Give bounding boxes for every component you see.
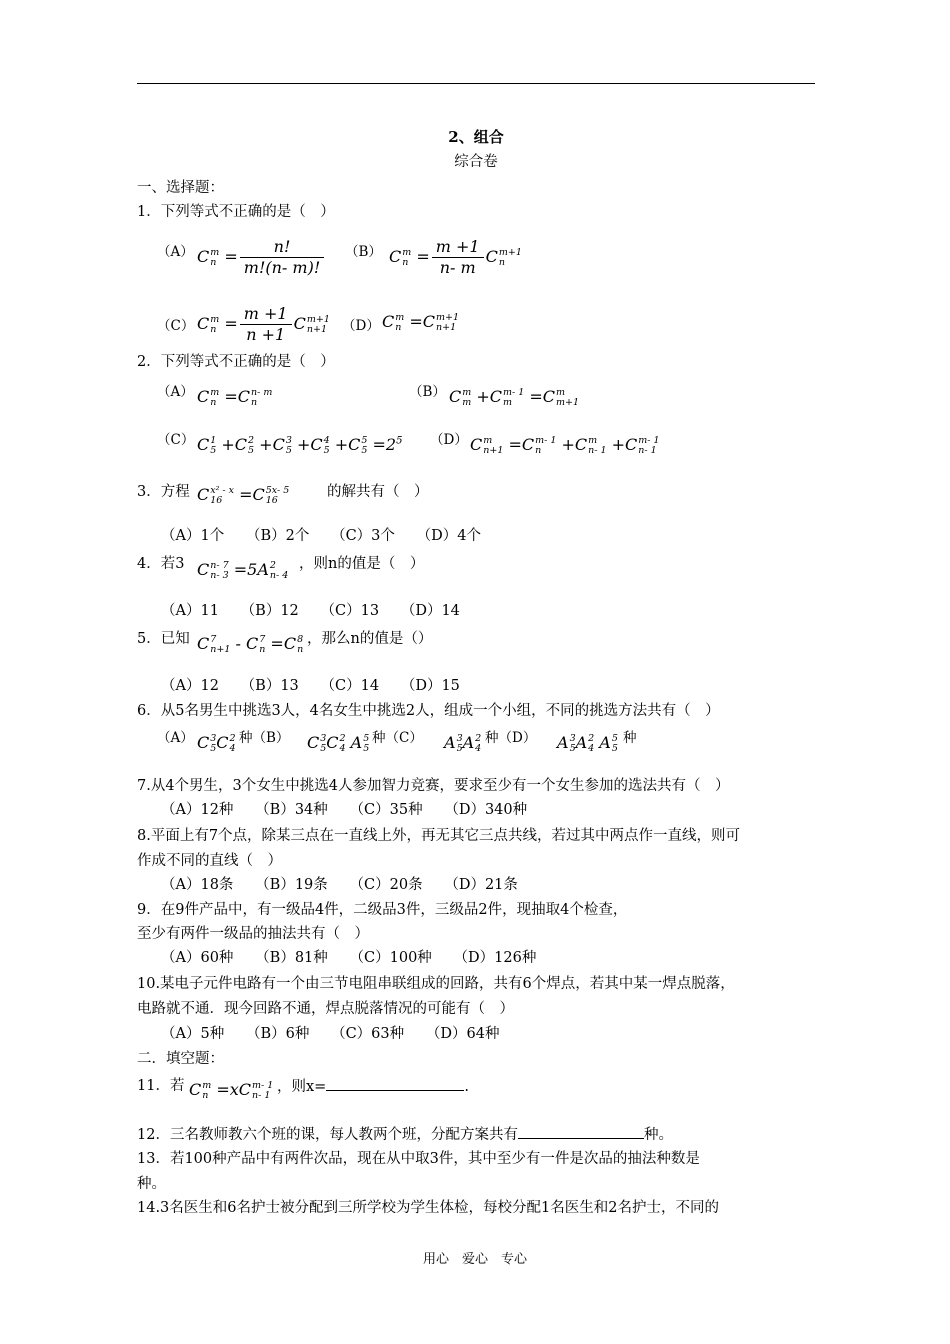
q9-options: （A）60种 （B）81种 （C）100种 （D）126种 [161,950,537,966]
q3-options: （A）1个 （B）2个 （C）3个 （D）4个 [161,528,481,544]
q12-stem: 12．三名教师教六个班的课，每人教两个班，分配方案共有 种。 [137,1124,673,1145]
q13-stem-cont: 种。 [137,1176,166,1192]
q4-stem-post: ，则n的值是（ ） [299,556,425,572]
q2-option-d-label: （D） [430,432,468,448]
q11-stem-post: ，则x= . [277,1076,469,1097]
q8-options: （A）18条 （B）19条 （C）20条 （D）21条 [161,877,518,893]
q1-option-b-label: （B） [345,244,382,260]
q3-stem-post: 的解共有（ ） [327,484,429,500]
q10-options: （A）5种 （B）6种 （C）63种 （D）64种 [161,1026,500,1042]
page-footer: 用心 爱心 专心 [422,1252,527,1267]
q2-option-b-label: （B） [409,384,446,400]
q14-stem: 14.3名医生和6名护士被分配到三所学校为学生体检，每校分配1名医生和2名护士，不同的 [137,1200,719,1216]
q6-stem: 6．从5名男生中挑选3人，4名女生中挑选2人，组成一个小组，不同的挑选方法共有（ ） [137,703,720,719]
q1-option-d-label: （D） [342,318,380,334]
header-rule [137,83,815,84]
q6-formula-c: A 3 5 A 2 4 [444,732,482,754]
q1-formula-c: C m n = $\frac{m +1}{n +1}$ C m+1 n+1 [197,304,330,344]
q2-stem: 2．下列等式不正确的是（ ） [137,354,335,370]
q1-option-a-label: （A） [157,244,194,260]
q1-formula-a: C m n = $\frac{n!}{m!(n- m)!}$ [197,237,326,278]
q9-stem: 9．在9件产品中，有一级品4件，二级品3件，三级品2件，现抽取4个检查， [137,902,628,918]
q9-stem-cont: 至少有两件一级品的抽法共有（ ） [137,926,369,942]
q7-options: （A）12种 （B）34种 （C）35种 （D）340种 [161,802,528,818]
q2-formula-d: C m n+1 =C m- 1 n +C m n- 1 +C m- 1 n- 1 [470,434,660,456]
q11-answer-blank[interactable] [326,1076,464,1091]
q5-stem-post: ，那么n的值是（） [307,631,433,647]
q5-options: （A）12 （B）13 （C）14 （D）15 [161,678,460,694]
q2-formula-b: C m m +C m- 1 m =C m m+1 [449,386,580,408]
q6-option-d-label: 种（D） [485,730,537,746]
q11-formula: C m n =xC m- 1 n- 1 [189,1079,274,1101]
q4-formula: C n- 7 n- 3 =5A 2 n- 4 [197,559,289,581]
doc-subtitle: 综合卷 [454,154,498,170]
q8-stem: 8.平面上有7个点，除某三点在一直线上外，再无其它三点共线，若过其中两点作一直线，则可 [137,828,741,844]
q5-stem-pre: 5．已知 [137,631,190,647]
q10-stem: 10.某电子元件电路有一个由三节电阻串联组成的回路，共有6个焊点，若其中某一焊点脱落， [137,976,735,992]
q6-option-c-label: 种（C） [372,730,423,746]
q6-option-d-unit: 种 [623,730,637,746]
q12-answer-blank[interactable] [518,1124,644,1139]
q11-stem-pre: 11．若 [137,1078,185,1094]
q1-option-c-label: （C） [157,318,195,334]
q8-stem-cont: 作成不同的直线（ ） [137,853,282,869]
q3-formula: C x² - x 16 =C 5x- 5 16 [197,484,290,506]
section-fill-heading: 二．填空题： [137,1051,224,1067]
q2-option-c-label: （C） [157,432,195,448]
q13-stem: 13．若100种产品中有两件次品，现在从中取3件，其中至少有一件是次品的抽法种数是 [137,1151,700,1167]
q1-stem: 1．下列等式不正确的是（ ） [137,204,335,220]
section-choice-heading: 一、选择题： [137,180,224,196]
q2-formula-c: C 1 5 +C 2 5 +C 3 5 +C 4 5 +C 5 5 $=2^5$ [197,434,403,456]
q6-formula-b: C 3 5 C 2 4 A 5 5 [307,732,370,754]
q7-stem: 7.从4个男生，3个女生中挑选4人参加智力竞赛，要求至少有一个女生参加的选法共有（ ） [137,778,730,794]
q2-formula-a: C m n =C n- m n [197,386,273,408]
q3-stem-pre: 3．方程 [137,484,190,500]
q4-options: （A）11 （B）12 （C）13 （D）14 [161,603,460,619]
doc-title: 2、组合 [448,128,504,146]
q6-option-a-label: （A） [157,730,194,746]
q10-stem-cont: 电路就不通．现今回路不通，焊点脱落情况的可能有（ ） [137,1001,514,1017]
q6-formula-d: A 3 5 A 2 4 A 5 5 [557,732,618,754]
q1-formula-b: C m n = $\frac{m +1}{n- m}$ C m+1 n [389,237,522,277]
q5-formula: C 7 n+1 - C 7 n =C 8 n [197,633,304,655]
q6-option-b-label: 种（B） [239,730,290,746]
q2-option-a-label: （A） [157,384,194,400]
q6-formula-a: C 3 5 C 2 4 [197,732,236,754]
q4-stem-pre: 4．若3 [137,556,185,572]
q1-formula-d: C m n =C m+1 n+1 [382,311,460,333]
